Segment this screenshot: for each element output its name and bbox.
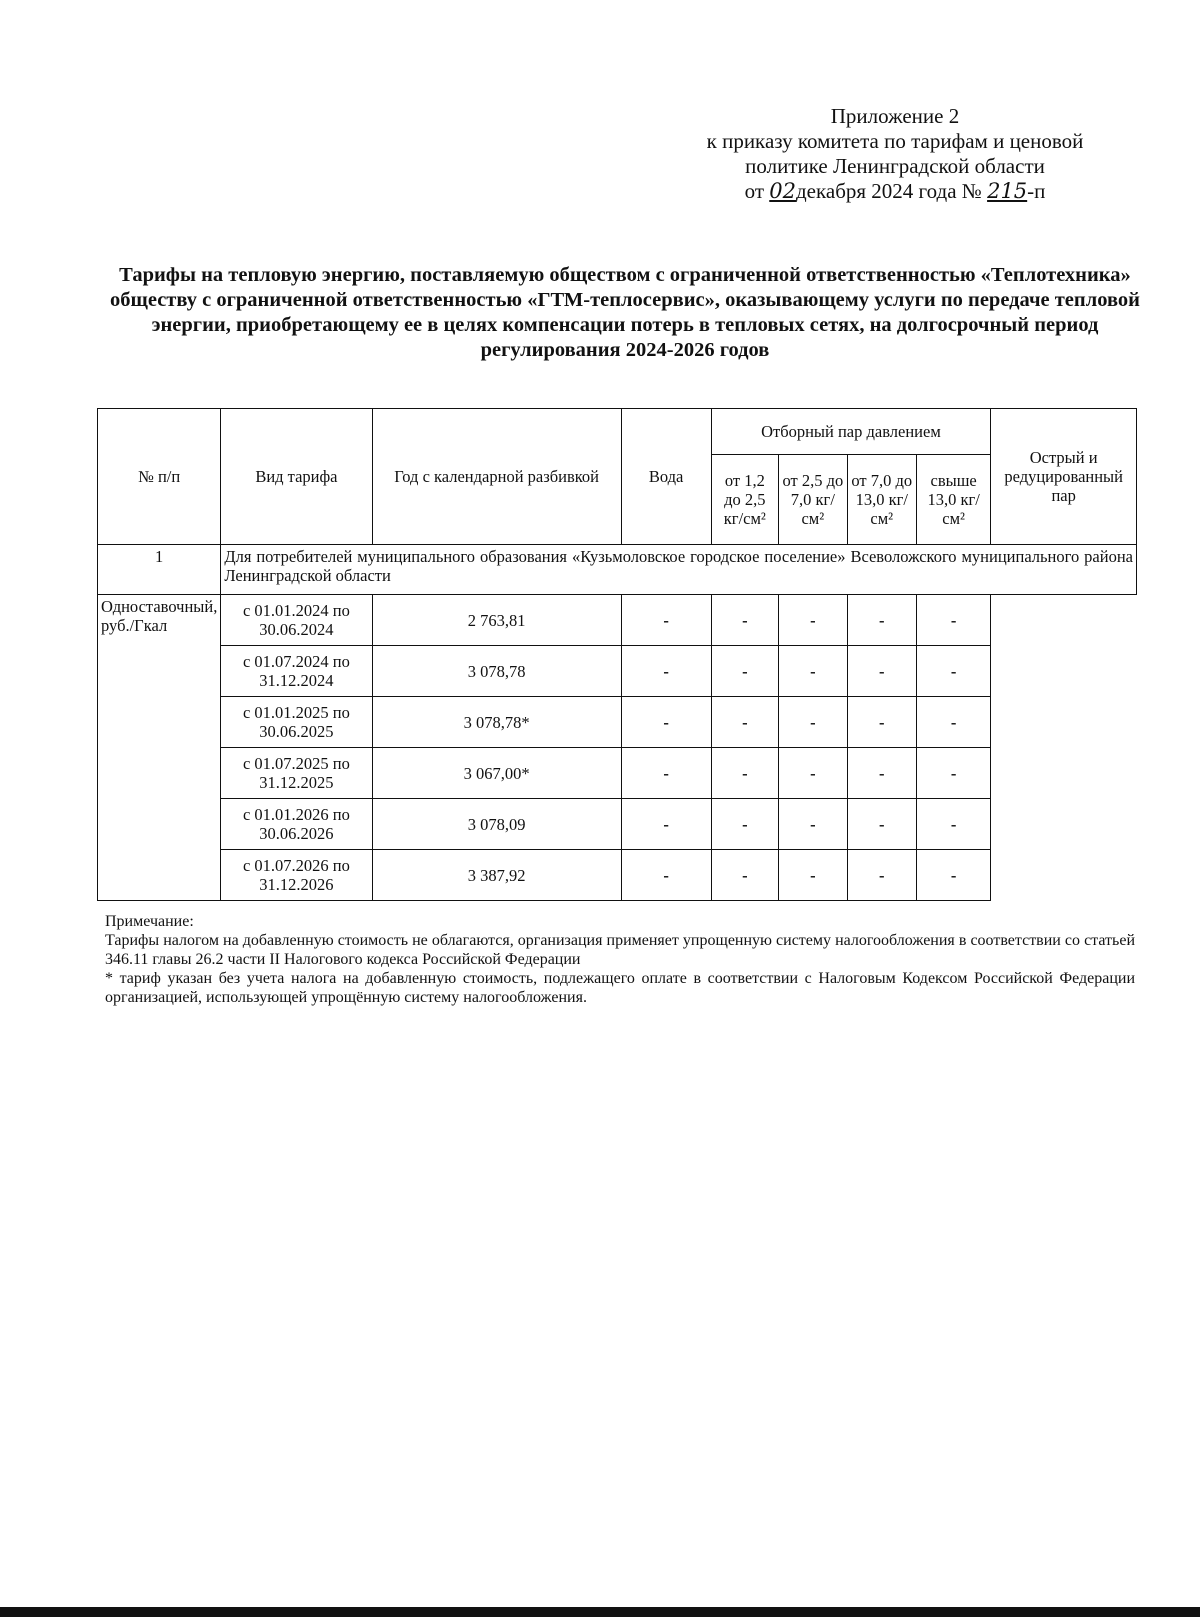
tariff-table xyxy=(97,408,1137,901)
cell-sharp: - xyxy=(916,697,990,748)
cell-p2: - xyxy=(711,799,779,850)
header-steam-group: Отборный пар давлением xyxy=(711,409,991,455)
cell-period: с 01.07.2024 по 31.12.2024 xyxy=(221,646,372,697)
cell-sharp: - xyxy=(916,799,990,850)
table-row xyxy=(98,850,1137,901)
cell-water: 3 078,78* xyxy=(372,697,621,748)
cell-p1: - xyxy=(621,697,711,748)
cell-water: 3 067,00* xyxy=(372,748,621,799)
header-p3: от 7,0 до 13,0 кг/см² xyxy=(847,455,916,545)
appendix-header xyxy=(660,104,1130,204)
notes xyxy=(105,912,1135,1007)
notes-heading: Примечание: xyxy=(105,913,194,930)
cell-p4: - xyxy=(847,697,916,748)
table-row xyxy=(98,697,1137,748)
cell-period: с 01.01.2026 по 30.06.2026 xyxy=(221,799,372,850)
cell-sharp: - xyxy=(916,748,990,799)
cell-p2: - xyxy=(711,697,779,748)
cell-p2: - xyxy=(711,748,779,799)
handwritten-number: 215 xyxy=(987,179,1028,203)
cell-water: 3 078,78 xyxy=(372,646,621,697)
cell-p1: - xyxy=(621,646,711,697)
cell-p4: - xyxy=(847,646,916,697)
table-row xyxy=(98,646,1137,697)
cell-sharp: - xyxy=(916,646,990,697)
cell-p1: - xyxy=(621,799,711,850)
cell-p1: - xyxy=(621,748,711,799)
document-title: Тарифы на тепловую энергию, поставляемую обществом с ограниченной ответственностью «Теплотехника» обществу с ограниченной ответственностью «ГТМ-теплосервис», оказывающему услуги по передаче тепловой энергии, приобретающему ее в целях компенсации потерь в тепловых сетях, на долгосрочный период регулирования 2024-2026 годов xyxy=(110,264,1140,361)
cell-sharp: - xyxy=(916,850,990,901)
cell-period: с 01.01.2024 по 30.06.2024 xyxy=(221,595,372,646)
header-p4: свыше 13,0 кг/см² xyxy=(916,455,990,545)
row-number: 1 xyxy=(98,545,221,595)
cell-p3: - xyxy=(779,595,847,646)
tariff-type: Одноставочный, руб./Гкал xyxy=(98,595,221,901)
cell-period: с 01.01.2025 по 30.06.2025 xyxy=(221,697,372,748)
cell-p3: - xyxy=(779,850,847,901)
note-asterisk: * тариф указан без учета налога на добавленную стоимость, подлежащего оплате в соответствии с Налоговым Кодексом Российской Федерации организацией, использующей упрощённую систему налогообложения. xyxy=(105,970,1135,1006)
cell-p1: - xyxy=(621,850,711,901)
cell-sharp: - xyxy=(916,595,990,646)
cell-p2: - xyxy=(711,646,779,697)
appendix-date-line xyxy=(660,179,1130,204)
note-vat: Тарифы налогом на добавленную стоимость не облагаются, организация применяет упрощенную систему налогообложения в соответствии со статьей 346.11 главы 26.2 части II Налогового кодекса Российской Федерации xyxy=(105,932,1135,968)
date-prefix: от xyxy=(744,179,764,203)
appendix-label: Приложение 2 xyxy=(830,104,960,128)
header-p1: от 1,2 до 2,5 кг/см² xyxy=(711,455,779,545)
cell-p1: - xyxy=(621,595,711,646)
scan-edge xyxy=(0,1607,1200,1617)
header-type: Вид тарифа xyxy=(221,409,372,545)
table-row xyxy=(98,748,1137,799)
cell-p3: - xyxy=(779,748,847,799)
number-suffix: -п xyxy=(1027,179,1046,203)
table-row xyxy=(98,799,1137,850)
cell-p4: - xyxy=(847,595,916,646)
cell-p3: - xyxy=(779,646,847,697)
cell-p4: - xyxy=(847,799,916,850)
table-row xyxy=(98,595,1137,646)
header-num: № п/п xyxy=(98,409,221,545)
cell-p2: - xyxy=(711,850,779,901)
handwritten-day: 02 xyxy=(769,179,796,203)
cell-water: 2 763,81 xyxy=(372,595,621,646)
header-sharp-steam: Острый и редуцированный пар xyxy=(991,409,1137,545)
cell-water: 3 078,09 xyxy=(372,799,621,850)
cell-p3: - xyxy=(779,799,847,850)
cell-water: 3 387,92 xyxy=(372,850,621,901)
cell-period: с 01.07.2025 по 31.12.2025 xyxy=(221,748,372,799)
cell-p4: - xyxy=(847,748,916,799)
header-p2: от 2,5 до 7,0 кг/см² xyxy=(779,455,847,545)
date-mid: декабря 2024 года № xyxy=(795,179,982,203)
header-period: Год с календарной разбивкой xyxy=(372,409,621,545)
appendix-authority-line: политике Ленинградской области xyxy=(745,154,1045,178)
cell-p2: - xyxy=(711,595,779,646)
header-water: Вода xyxy=(621,409,711,545)
cell-p3: - xyxy=(779,697,847,748)
appendix-order-line: к приказу комитета по тарифам и ценовой xyxy=(706,129,1084,153)
cell-period: с 01.07.2026 по 31.12.2026 xyxy=(221,850,372,901)
cell-p4: - xyxy=(847,850,916,901)
region-description: Для потребителей муниципального образования «Кузьмоловское городское поселение» Всеволожского муниципального района Ленинградской области xyxy=(221,545,1137,595)
